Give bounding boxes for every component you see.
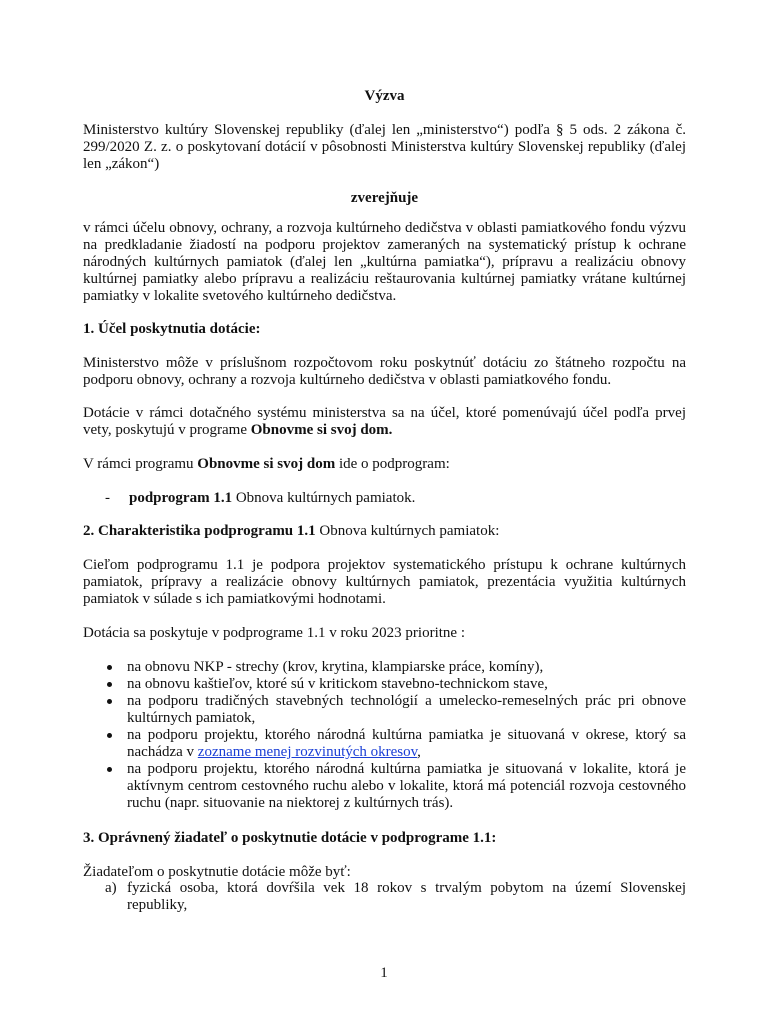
section2-heading-bold: 2. Charakteristika podprogramu 1.1 <box>83 523 316 539</box>
section3-heading: 3. Oprávnený žiadateľ o poskytnutie dotácie v podprograme 1.1: <box>83 830 497 846</box>
section1-paragraph3-post: ide o podprogram: <box>335 456 450 472</box>
list-item-text: na obnovu NKP - strechy (krov, krytina, klampiarske práce, komíny), <box>127 659 544 675</box>
list-item <box>105 693 686 727</box>
list-item <box>105 761 686 812</box>
item-marker: a) <box>105 880 117 896</box>
section2-heading <box>83 523 686 540</box>
section2-paragraph2: Dotácia sa poskytuje v podprograme 1.1 v roku 2023 prioritne : <box>83 625 466 641</box>
list-item <box>105 727 686 761</box>
subprogram-description: Obnova kultúrnych pamiatok. <box>232 490 416 506</box>
dash-marker: - <box>105 490 110 506</box>
section1-paragraph2-text: Dotácie v rámci dotačného systému ministerstva sa na účel, ktoré pomenúvajú účel podľa prvej vety, poskytujú v programe <box>83 405 686 438</box>
program-name-inline: Obnovme si svoj dom <box>197 456 336 472</box>
section2-paragraph1: Cieľom podprogramu 1.1 je podpora projektov systematického prístupu k ochrane kultúrnych pamiatok, prípravy a realizácie obnovy kultúrnych pamiatok, prezentácia využitia kultúrnych pamiatok v súlade s ich pamiatkovými hodnotami. <box>83 557 686 607</box>
publishes-heading: zverejňuje <box>350 190 419 206</box>
bullet-icon <box>107 699 112 704</box>
section3-paragraph1: Žiadateľom o poskytnutie dotácie môže byť: <box>83 864 351 880</box>
section1-paragraph3-pre: V rámci programu <box>83 456 198 472</box>
list-item <box>105 676 686 693</box>
section1-paragraph1: Ministerstvo môže v príslušnom rozpočtovom roku poskytnúť dotáciu zo štátneho rozpočtu na podporu obnovy, ochrany a rozvoja kultúrneho dedičstva v oblasti pamiatkového fondu. <box>83 355 686 388</box>
program-name: Obnovme si svoj dom. <box>250 422 393 438</box>
list-item-text: na obnovu kaštieľov, ktoré sú v kritickom stavebno-technickom stave, <box>127 676 548 692</box>
less-developed-districts-link[interactable]: zozname menej rozvinutých okresov <box>197 744 418 760</box>
bullet-icon <box>107 665 112 670</box>
list-item <box>105 659 686 676</box>
bullet-icon <box>107 733 112 738</box>
priority-list <box>105 659 686 812</box>
bullet-icon <box>107 682 112 687</box>
list-item-text: na podporu projektu, ktorého národná kultúrna pamiatka je situovaná v okrese, ktorý sa nachádza v <box>127 727 686 760</box>
subprogram-text <box>129 490 685 507</box>
section1-heading: 1. Účel poskytnutia dotácie: <box>83 321 261 337</box>
list-item-text-end: , <box>417 744 421 760</box>
subprogram-label: podprogram 1.1 <box>129 490 233 506</box>
list-item-text: na podporu projektu, ktorého národná kultúrna pamiatka je situovaná v lokalite, ktorá je aktívnym centrom cestovného ruchu alebo v lokalite, ktorá má potenciál rozvoja cestovného ruchu (napr. situovanie na niektorej z kultúrnych trás). <box>127 761 686 811</box>
section2-heading-text: Obnova kultúrnych pamiatok: <box>315 523 500 539</box>
list-item-text: na podporu tradičných stavebných technológií a umelecko-remeselných prác pri obnove kultúrnych pamiatok, <box>127 693 686 726</box>
bullet-icon <box>107 767 112 772</box>
page-number: 1 <box>380 965 388 981</box>
applicant-item-text: fyzická osoba, ktorá dovŕšila vek 18 rokov s trvalým pobytom na území Slovenskej republiky, <box>127 880 686 913</box>
intro-paragraph: Ministerstvo kultúry Slovenskej republiky (ďalej len „ministerstvo“) podľa § 5 ods. 2 zákona č. 299/2020 Z. z. o poskytovaní dotácií v pôsobnosti Ministerstva kultúry Slovenskej republiky (ďalej len „zákon“) <box>83 122 686 172</box>
document-title: Výzva <box>364 88 405 104</box>
purpose-paragraph: v rámci účelu obnovy, ochrany, a rozvoja kultúrneho dedičstva v oblasti pamiatkového fondu výzvu na predkladanie žiadostí na podporu projektov zameraných na systematický prístup k ochrane národných kultúrnych pamiatok (ďalej len „kultúrna pamiatka“), prípravu a realizáciu obnovy kultúrnej pamiatky alebo prípravu a realizáciu reštaurovania kultúrnej pamiatky vrátane kultúrnej pamiatky v lokalite svetového kultúrneho dedičstva. <box>83 220 686 304</box>
section1-paragraph2 <box>83 405 686 439</box>
section1-paragraph3 <box>83 456 686 473</box>
